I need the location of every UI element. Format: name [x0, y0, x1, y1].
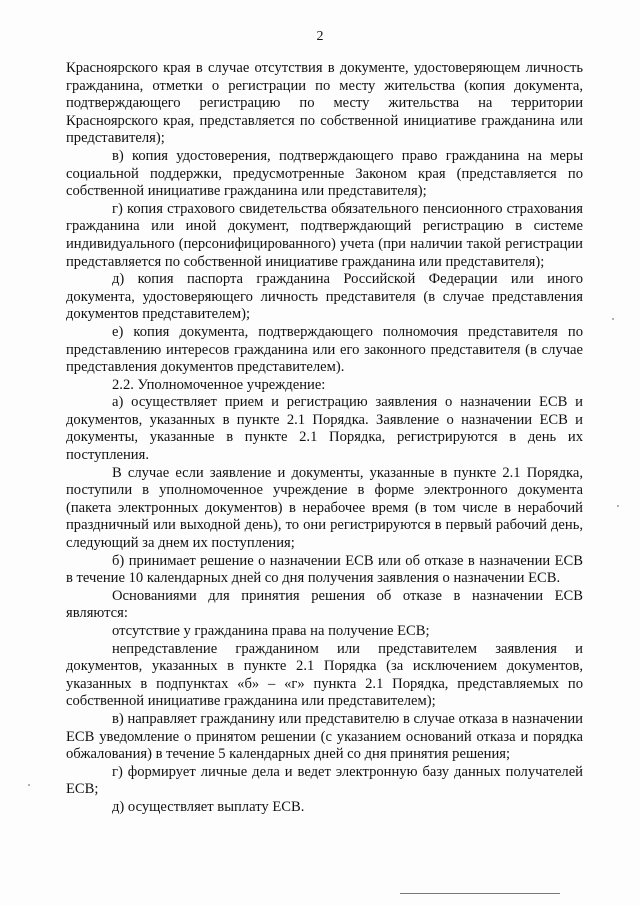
paragraph-electronic-submission: В случае если заявление и документы, указанные в пункте 2.1 Порядка, поступили в уполномоченное учреждение в форме электронного документа (пакета электронных документов) в нерабочее время (в том числе в нерабочий праздничный или выходной день), то они регистрируются в первый рабочий день, следующий за днем их поступления;: [66, 464, 583, 552]
scan-speck: [617, 505, 619, 507]
paragraph-item-g: г) копия страхового свидетельства обязательного пенсионного страхования гражданина или иной документ, подтверждающий регистрацию в системе индивидуального (персонифицированного) учета (при наличии такой регистрации представляется по собственной инициативе гражданина или представителя);: [66, 200, 583, 270]
paragraph-ground-no-documents: непредставление гражданином или представителем заявления и документов, указанных в пункте 2.1 Порядка (за исключением документов, указанных в подпунктах «б» – «г» пункта 2.1 Порядка, представляемых по собственной инициативе гражданина или представителем);: [66, 640, 583, 710]
paragraph-item-e: е) копия документа, подтверждающего полномочия представителя по представлению интересов гражданина или его законного представителя (в случае представления документов представителем).: [66, 323, 583, 376]
paragraph-duty-b: б) принимает решение о назначении ЕСВ или об отказе в назначении ЕСВ в течение 10 календарных дней со дня получения заявления о назначении ЕСВ.: [66, 552, 583, 587]
scan-speck: [28, 784, 30, 786]
page-number: 2: [316, 29, 324, 44]
paragraph-item-d: д) копия паспорта гражданина Российской Федерации или иного документа, удостоверяющего личность представителя (в случае представления документов представителем);: [66, 271, 583, 323]
paragraph-duty-g: г) формирует личные дела и ведет электронную базу данных получателей ЕСВ;: [66, 763, 583, 798]
paragraph-duty-d: д) осуществляет выплату ЕСВ.: [112, 798, 305, 815]
paragraph-duty-v: в) направляет гражданину или представителю в случае отказа в назначении ЕСВ уведомление о принятом решении (с указанием оснований отказа и порядка обжалования) в течение 5 календарных дней со дня принятия решения;: [66, 710, 583, 763]
scan-speck: [612, 318, 614, 320]
paragraph-section-2-2: 2.2. Уполномоченное учреждение:: [112, 376, 326, 393]
paragraph-ground-no-right: отсутствие у гражданина права на получение ЕСВ;: [112, 623, 430, 639]
scan-edge-line: [400, 893, 560, 894]
paragraph-registration-continuation: Красноярского края в случае отсутствия в документе, удостоверяющем личность гражданина, отметки о регистрации по месту жительства (копия документа, подтверждающего регистрацию по месту жительства на территории Красноярского края, представляется по собственной инициативе гражданина или представителя);: [66, 60, 583, 147]
paragraph-item-v: в) копия удостоверения, подтверждающего право гражданина на меры социальной поддержки, предусмотренные Законом края (представляется по собственной инициативе гражданина или представителя);: [66, 147, 583, 200]
document-body: [66, 60, 583, 817]
paragraph-refusal-grounds: Основаниями для принятия решения об отказе в назначении ЕСВ являются:: [66, 587, 583, 622]
paragraph-duty-a: а) осуществляет прием и регистрацию заявления о назначении ЕСВ и документов, указанных в пункте 2.1 Порядка. Заявление о назначении ЕСВ и документы, указанные в пункте 2.1 Порядка, регистрируются в день их поступления.: [66, 394, 583, 464]
